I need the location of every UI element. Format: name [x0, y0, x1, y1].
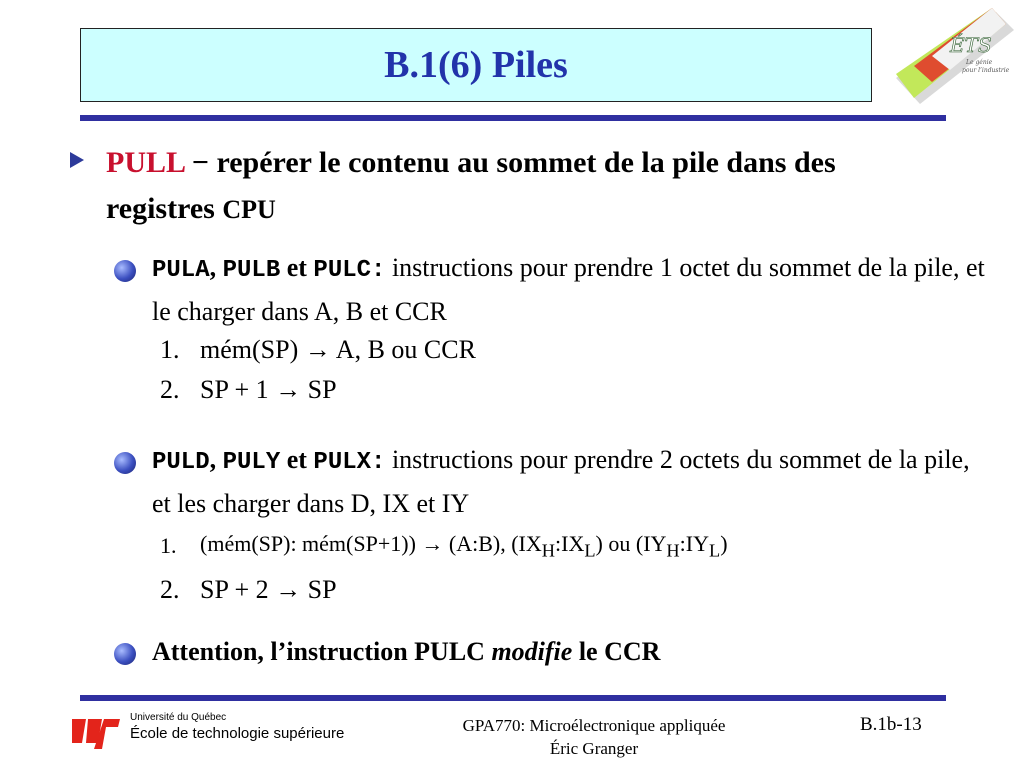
attention-note: Attention, l’instruction PULC modifie le CCR [152, 637, 661, 666]
round-bullet-icon [114, 452, 136, 474]
list-item: 1. mém(SP) → A, B ou CCR [160, 335, 476, 364]
page-number: B.1b-13 [860, 714, 922, 735]
svg-text:ÉTS: ÉTS [950, 33, 992, 57]
instr-pulb: PULB [222, 257, 281, 284]
instr-pulc: PULC: [313, 257, 386, 284]
puld-description: PULD, PULY et PULX: instructions pour prendre 2 octets du sommet de la pile, et les charger dans D, IX et IY [152, 445, 970, 518]
instr-pula: PULA [152, 257, 210, 284]
round-bullet-icon [114, 260, 136, 282]
emphasis-modifie: modifie [491, 637, 573, 666]
author-name: Éric Granger [549, 739, 639, 758]
school-name: École de technologie supérieure [130, 725, 345, 742]
instr-puld: PULD [152, 449, 210, 476]
slide-title: B.1(6) Piles [384, 44, 568, 86]
round-bullet-icon [114, 643, 136, 665]
university-name: Université du Québec [130, 712, 227, 723]
section1-steps [160, 330, 476, 410]
instr-puly: PULY [222, 449, 281, 476]
course-name: GPA770: Microélectronique appliquée [462, 716, 726, 735]
course-info [404, 714, 784, 760]
main-point-text: repérer le contenu au sommet de la pile dans des registres [106, 146, 836, 225]
cpu-label: CPU [222, 195, 276, 224]
top-divider [80, 115, 946, 121]
main-dash: − [191, 146, 209, 179]
title-box [80, 28, 872, 102]
section1-desc: instructions pour prendre 1 octet du sommet de la pile, et le charger dans A, B et CCR [152, 253, 985, 326]
pull-keyword: PULL [106, 146, 185, 179]
uq-logo [72, 713, 122, 749]
section2-steps [160, 524, 728, 610]
svg-text:pour l’industrie: pour l’industrie [962, 67, 1010, 74]
list-item: 2. SP + 1 → SP [160, 375, 337, 404]
triangle-bullet-icon [70, 152, 84, 168]
list-item: 1. (mém(SP): mém(SP+1)) → (A:B), $(IX_H:IX_L)$ ou $(IY_H:IY_L)$ [160, 531, 728, 561]
bottom-divider [80, 695, 946, 701]
uq-name [130, 712, 344, 744]
list-item: 2. SP + 2 → SP [160, 575, 337, 605]
section2-desc: instructions pour prendre 2 octets du sommet de la pile, et les charger dans D, IX et IY [152, 445, 970, 518]
svg-text:Le génie: Le génie [966, 59, 993, 66]
ets-logo [892, 4, 1018, 108]
instr-pulx: PULX: [313, 449, 386, 476]
pula-description: PULA, PULB et PULC: instructions pour prendre 1 octet du sommet de la pile, et le charger dans A, B et CCR [152, 253, 985, 326]
main-point [106, 140, 946, 233]
